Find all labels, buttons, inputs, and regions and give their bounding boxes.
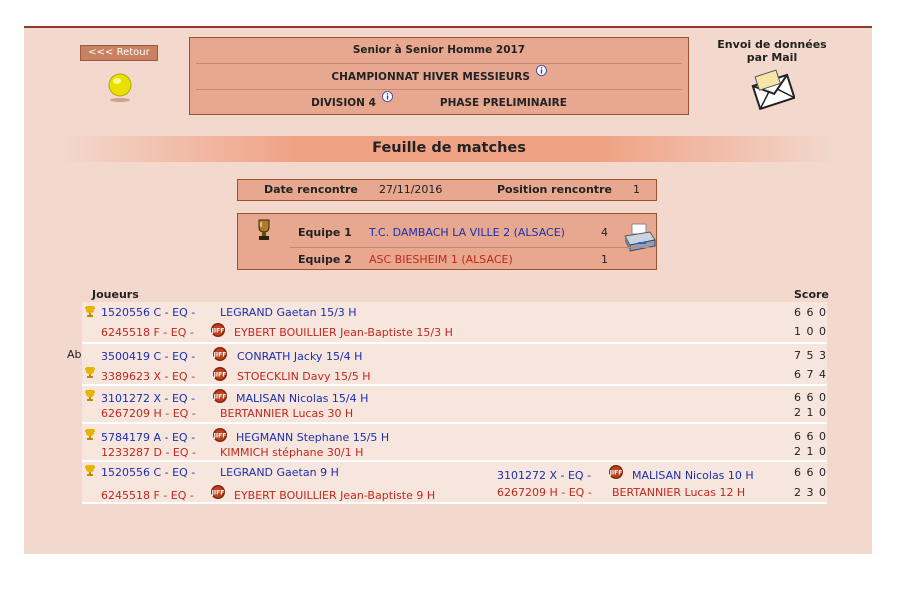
- svg-text:JIFF: JIFF: [213, 432, 227, 440]
- player-id: 1520556 C - EQ -: [101, 466, 196, 479]
- player-id: 6267209 H - EQ -: [497, 486, 592, 499]
- player-id: 3389623 X - EQ -: [101, 370, 196, 383]
- score-player1: 6 6 0: [794, 306, 827, 319]
- player-id: 3500419 C - EQ -: [101, 350, 196, 363]
- jiff-badge-icon: [212, 347, 228, 361]
- score-player1: 6 6 0: [794, 391, 827, 404]
- equipe1-score: 4: [601, 226, 608, 239]
- score-player1: 6 6 0: [794, 430, 827, 443]
- retour-button[interactable]: <<< Retour: [80, 45, 158, 61]
- score-player2: 6 7 4: [794, 368, 827, 381]
- score-player2: 2 1 0: [794, 406, 827, 419]
- player-link[interactable]: LEGRAND Gaetan 9 H: [220, 466, 339, 479]
- rencontre-info: [237, 179, 657, 201]
- score-player1: 6 6 0: [794, 466, 827, 479]
- date-label: Date rencontre: [264, 183, 358, 196]
- score-header: Score: [794, 288, 829, 301]
- svg-text:JIFF: JIFF: [213, 371, 227, 379]
- player-id: 3101272 X - EQ -: [101, 392, 196, 405]
- player-id: 3101272 X - EQ -: [497, 469, 592, 482]
- trophy-icon: [84, 428, 96, 441]
- svg-text:JIFF: JIFF: [609, 469, 623, 477]
- match-row: [82, 424, 827, 462]
- teams-box: [237, 213, 657, 270]
- score-player2: 1 0 0: [794, 325, 827, 338]
- player-link[interactable]: EYBERT BOUILLIER Jean-Baptiste 9 H: [234, 489, 436, 502]
- date-value: 27/11/2016: [379, 183, 443, 196]
- svg-text:JIFF: JIFF: [213, 351, 227, 359]
- player-link[interactable]: MALISAN Nicolas 10 H: [632, 469, 754, 482]
- envelope-icon[interactable]: [751, 68, 795, 112]
- main-panel: [24, 26, 872, 554]
- jiff-badge-icon: [608, 465, 624, 479]
- tennis-ball-icon: [107, 72, 133, 102]
- player-link[interactable]: EYBERT BOUILLIER Jean-Baptiste 15/3 H: [234, 326, 453, 339]
- player-link[interactable]: CONRATH Jacky 15/4 H: [237, 350, 363, 363]
- joueurs-header: Joueurs: [92, 288, 139, 301]
- trophy-icon: [84, 389, 96, 402]
- player-id: 6245518 F - EQ -: [101, 326, 194, 339]
- page-title: Feuille de matches: [372, 140, 526, 156]
- match-row: [82, 386, 827, 424]
- jiff-badge-icon: [210, 323, 226, 337]
- send-by-mail-label: Envoi de données par Mail: [717, 38, 827, 64]
- abandon-marker: Ab: [67, 348, 82, 361]
- equipe2-score: 1: [601, 253, 608, 266]
- jiff-badge-icon: [212, 428, 228, 442]
- jiff-badge-icon: [212, 367, 228, 381]
- player-id: 6267209 H - EQ -: [101, 407, 196, 420]
- trophy-icon: [84, 366, 96, 379]
- match-row: [82, 344, 827, 386]
- trophy-cup-icon: [257, 219, 271, 241]
- player-link[interactable]: BERTANNIER Lucas 12 H: [612, 486, 746, 499]
- player-link[interactable]: STOECKLIN Davy 15/5 H: [237, 370, 371, 383]
- svg-text:JIFF: JIFF: [213, 393, 227, 401]
- player-link[interactable]: MALISAN Nicolas 15/4 H: [236, 392, 369, 405]
- division-row: DIVISION 4 PHASE PRELIMINAIRE: [190, 95, 688, 109]
- competition-category: Senior à Senior Homme 2017: [352, 44, 526, 56]
- score-player2: 2 3 0: [794, 486, 827, 499]
- player-id: 6245518 F - EQ -: [101, 489, 194, 502]
- match-row: [82, 462, 827, 504]
- player-id: 5784179 A - EQ -: [101, 431, 196, 444]
- trophy-icon: [84, 464, 96, 477]
- player-link[interactable]: KIMMICH stéphane 30/1 H: [220, 446, 364, 459]
- score-player2: 2 1 0: [794, 445, 827, 458]
- equipe2-label: Equipe 2: [298, 253, 352, 266]
- equipe2-link[interactable]: ASC BIESHEIM 1 (ALSACE): [369, 253, 513, 266]
- championship-title: CHAMPIONNAT HIVER MESSIEURS: [190, 69, 688, 83]
- player-link[interactable]: BERTANNIER Lucas 30 H: [220, 407, 354, 420]
- equipe1-link[interactable]: T.C. DAMBACH LA VILLE 2 (ALSACE): [369, 226, 565, 239]
- svg-text:JIFF: JIFF: [211, 327, 225, 335]
- position-label: Position rencontre: [497, 183, 612, 196]
- equipe1-label: Equipe 1: [298, 226, 352, 239]
- svg-text:JIFF: JIFF: [211, 489, 225, 497]
- title-banner: [64, 136, 834, 162]
- info-icon[interactable]: [536, 65, 547, 76]
- player-link[interactable]: LEGRAND Gaetan 15/3 H: [220, 306, 357, 319]
- printer-icon[interactable]: [622, 222, 656, 254]
- trophy-icon: [84, 305, 96, 318]
- match-row: [82, 302, 827, 344]
- info-icon[interactable]: [382, 91, 393, 102]
- jiff-badge-icon: [212, 389, 228, 403]
- score-player1: 7 5 3: [794, 349, 827, 362]
- competition-header: [189, 37, 689, 115]
- player-id: 1233287 D - EQ -: [101, 446, 196, 459]
- player-id: 1520556 C - EQ -: [101, 306, 196, 319]
- player-link[interactable]: HEGMANN Stephane 15/5 H: [236, 431, 390, 444]
- position-value: 1: [633, 183, 640, 196]
- jiff-badge-icon: [210, 485, 226, 499]
